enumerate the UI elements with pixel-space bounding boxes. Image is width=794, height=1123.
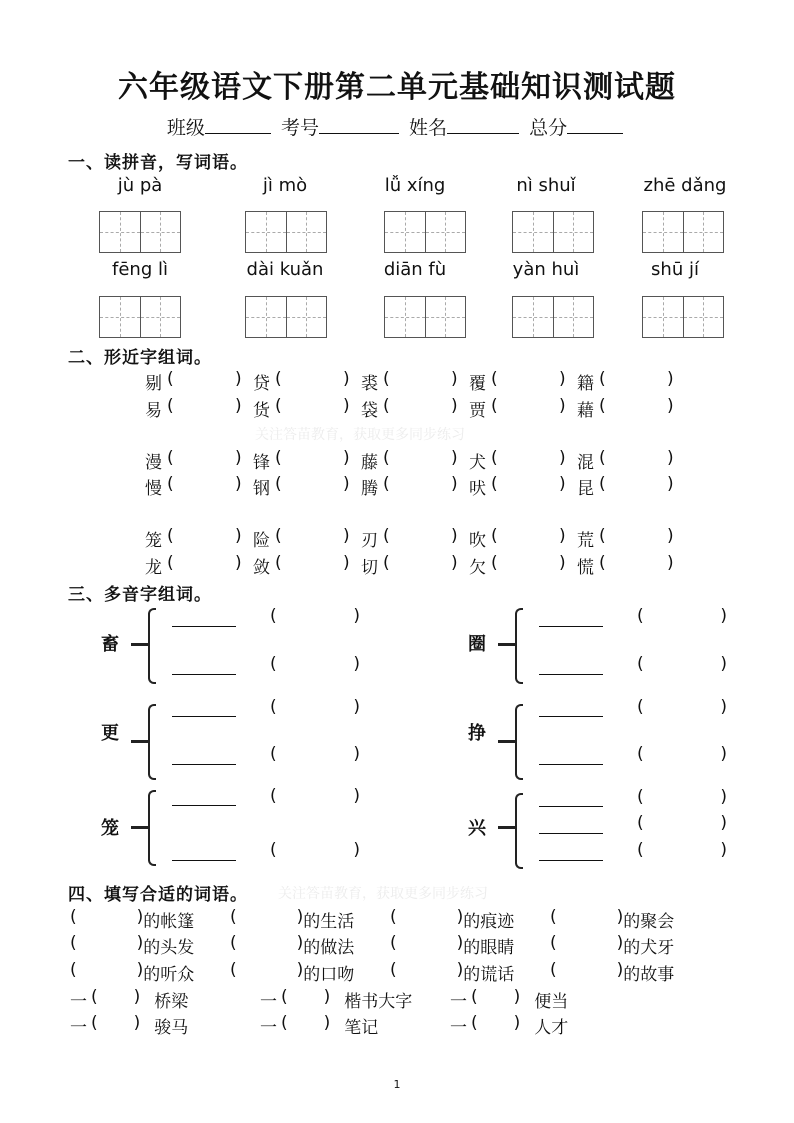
quantifier-word: 骏马 (154, 1018, 189, 1038)
similar-char: 藉 (577, 401, 594, 421)
answer-blank[interactable] (539, 672, 603, 675)
writing-box[interactable] (245, 211, 327, 253)
similar-char: 吹 (469, 531, 486, 551)
quantifier-row: 一 ( ) 骏马 一 ( ) 笔记 一 ( ) 人才 (70, 1013, 569, 1038)
fill-word: 的眼睛 (463, 938, 515, 958)
field-name-label: 姓名 (409, 117, 448, 139)
similar-char: 货 (253, 401, 270, 421)
writing-box[interactable] (512, 296, 594, 338)
similar-char: 敛 (253, 558, 270, 578)
similar-char: 慌 (577, 558, 594, 578)
fill-word: 的听众 (143, 965, 195, 985)
quantifier-row: 一 ( ) 桥梁 一 ( ) 楷书大字 一 ( ) 便当 (70, 987, 569, 1012)
similar-char: 漫 (145, 453, 162, 473)
writing-box[interactable] (99, 211, 181, 253)
similar-char: 钢 (253, 479, 270, 499)
fill-word: 的头发 (143, 938, 195, 958)
section4-heading: 四、填写合适的词语。 (68, 885, 248, 905)
similar-char: 腾 (361, 479, 378, 499)
writing-box[interactable] (384, 211, 466, 253)
field-exam-label: 考号 (280, 117, 319, 139)
fill-word: 的痕迹 (463, 912, 515, 932)
answer-blank[interactable] (172, 624, 236, 627)
answer-blank[interactable] (172, 803, 236, 806)
similar-char: 藤 (361, 453, 378, 473)
similar-row: 剔 ( ) 贷 ( ) 裘 ( ) 覆 ( ) 籍 ( ) (145, 369, 674, 394)
similar-char: 欠 (469, 558, 486, 578)
pinyin-label: jù pà (117, 175, 163, 196)
pinyin-label: zhē dǎng (643, 175, 727, 196)
similar-char: 犬 (469, 453, 486, 473)
fill-word: 的做法 (303, 938, 355, 958)
field-class-label: 班级 (166, 117, 205, 139)
fill-row: ( ) 的头发 ( ) 的做法 ( ) 的眼睛 ( ) 的犬牙 (70, 933, 675, 958)
similar-char: 慢 (145, 479, 162, 499)
writing-box[interactable] (384, 296, 466, 338)
similar-row: 易 ( ) 货 ( ) 袋 ( ) 贾 ( ) 藉 ( ) (145, 396, 674, 421)
quantifier-word: 人才 (534, 1018, 569, 1038)
answer-blank[interactable] (539, 714, 603, 717)
similar-char: 袋 (361, 401, 378, 421)
fill-word: 的聚会 (623, 912, 675, 932)
quantifier-word: 便当 (534, 992, 569, 1012)
similar-char: 混 (577, 453, 594, 473)
similar-char: 锋 (253, 453, 270, 473)
similar-char: 切 (361, 558, 378, 578)
polyphone-char: 笼 (101, 818, 119, 839)
similar-row: 漫 ( ) 锋 ( ) 藤 ( ) 犬 ( ) 混 ( ) (145, 448, 674, 473)
answer-blank[interactable] (172, 672, 236, 675)
answer-blank[interactable] (539, 858, 603, 861)
similar-char: 贷 (253, 374, 270, 394)
similar-char: 昆 (577, 479, 594, 499)
similar-char: 吠 (469, 479, 486, 499)
similar-char: 裘 (361, 374, 378, 394)
fill-word: 的犬牙 (623, 938, 675, 958)
similar-char: 籍 (577, 374, 594, 394)
similar-char: 贾 (469, 401, 486, 421)
similar-char: 龙 (145, 558, 162, 578)
answer-blank[interactable] (172, 762, 236, 765)
field-class-blank[interactable] (205, 115, 271, 134)
writing-box[interactable] (642, 211, 724, 253)
answer-blank[interactable] (539, 762, 603, 765)
field-score-label: 总分 (529, 117, 568, 139)
pinyin-label: fēng lì (112, 259, 168, 280)
pinyin-label: jì mò (262, 175, 308, 196)
answer-blank[interactable] (539, 624, 603, 627)
watermark: 关注答苗教育，获取更多同步练习 (255, 427, 465, 443)
answer-blank[interactable] (539, 804, 603, 807)
similar-char: 笼 (145, 531, 162, 551)
pinyin-label: dài kuǎn (246, 259, 324, 280)
quantifier-word: 桥梁 (154, 992, 189, 1012)
similar-char: 易 (145, 401, 162, 421)
answer-blank[interactable] (539, 831, 603, 834)
field-name-blank[interactable] (447, 115, 519, 134)
answer-blank[interactable] (172, 714, 236, 717)
polyphone-char: 兴 (468, 818, 486, 839)
writing-box[interactable] (99, 296, 181, 338)
header-fields (0, 113, 794, 140)
fill-row: ( ) 的听众 ( ) 的口吻 ( ) 的谎话 ( ) 的故事 (70, 960, 675, 985)
writing-box[interactable] (512, 211, 594, 253)
section1-heading: 一、读拼音，写词语。 (68, 153, 248, 173)
page-number: 1 (393, 1078, 401, 1091)
polyphone-char: 圈 (468, 634, 486, 655)
similar-row: 慢 ( ) 钢 ( ) 腾 ( ) 吠 ( ) 昆 ( ) (145, 474, 674, 499)
fill-word: 的故事 (623, 965, 675, 985)
polyphone-char: 更 (101, 723, 119, 744)
similar-row: 笼 ( ) 险 ( ) 刃 ( ) 吹 ( ) 荒 ( ) (145, 526, 674, 551)
similar-char: 险 (253, 531, 270, 551)
page-title: 六年级语文下册第二单元基础知识测试题 (118, 70, 676, 105)
answer-blank[interactable] (172, 858, 236, 861)
pinyin-label: shū jí (651, 259, 699, 280)
pinyin-label: diān fù (383, 259, 447, 280)
similar-char: 覆 (469, 374, 486, 394)
section3-heading: 三、多音字组词。 (68, 585, 212, 605)
fill-word: 的生活 (303, 912, 355, 932)
fill-word: 的谎话 (463, 965, 515, 985)
watermark: 关注答苗教育，获取更多同步练习 (278, 886, 488, 902)
pinyin-label: nì shuǐ (516, 175, 576, 196)
pinyin-label: lǚ xíng (384, 175, 446, 196)
writing-box[interactable] (642, 296, 724, 338)
similar-char: 荒 (577, 531, 594, 551)
similar-char: 刃 (361, 531, 378, 551)
quantifier-word: 笔记 (344, 1018, 379, 1038)
pinyin-label: yàn huì (512, 259, 580, 280)
field-exam-blank[interactable] (319, 115, 399, 134)
similar-row: 龙 ( ) 敛 ( ) 切 ( ) 欠 ( ) 慌 ( ) (145, 553, 674, 578)
fill-word: 的口吻 (303, 965, 355, 985)
writing-box[interactable] (245, 296, 327, 338)
polyphone-char: 畜 (101, 634, 119, 655)
fill-row: ( ) 的帐篷 ( ) 的生活 ( ) 的痕迹 ( ) 的聚会 (70, 907, 675, 932)
field-score-blank[interactable] (567, 115, 623, 134)
fill-word: 的帐篷 (143, 912, 195, 932)
section2-heading: 二、形近字组词。 (68, 348, 212, 368)
polyphone-char: 挣 (468, 723, 486, 744)
quantifier-word: 楷书大字 (344, 992, 413, 1012)
similar-char: 剔 (145, 374, 162, 394)
